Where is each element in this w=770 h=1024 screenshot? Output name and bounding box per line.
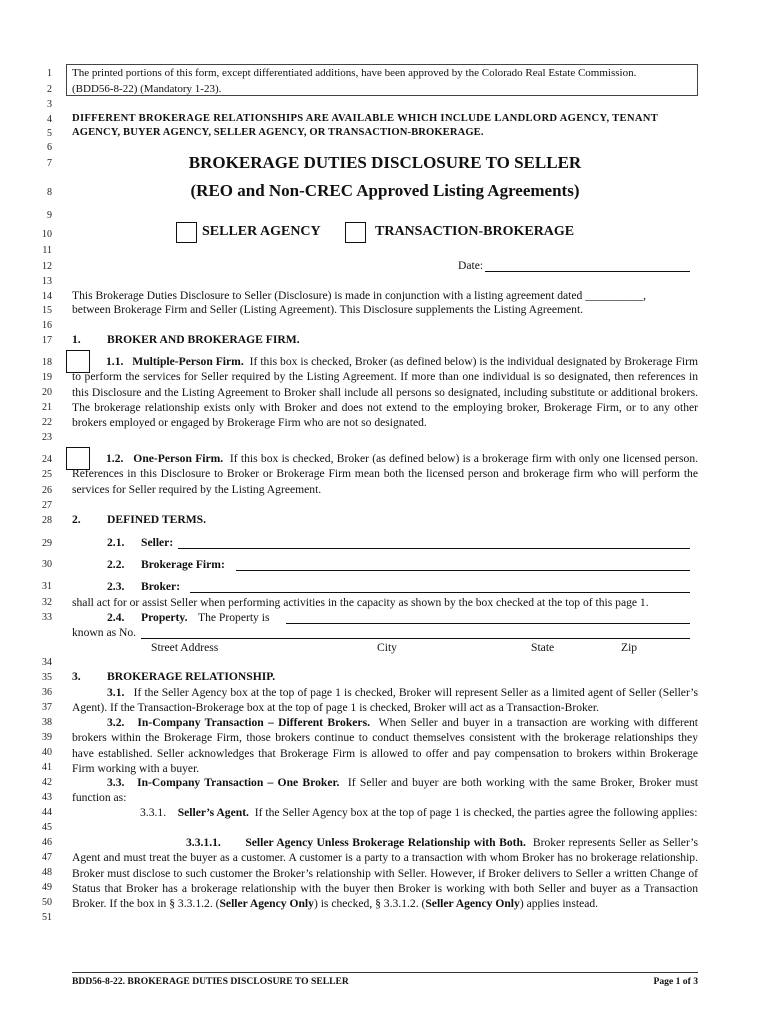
line-number: 4 (47, 114, 52, 125)
section-1-1-number: 1.1. (106, 355, 124, 368)
relationships-notice-line1: DIFFERENT BROKERAGE RELATIONSHIPS ARE AVAILABLE WHICH INCLUDE LANDLORD AGENCY, TENANT (72, 113, 659, 124)
section-3-1-text: If the Seller Agency box at the top of page 1 is checked, Broker will represent Seller as a limited agent of Seller (Seller’s Agent). If the Transaction-Brokerage box at the top of page 1 is checked, Broker will act as a Transaction-Broker. (72, 686, 698, 715)
section-2-number: 2. (72, 513, 81, 526)
section-3-1-paragraph (72, 685, 698, 716)
section-1-1-paragraph (72, 354, 698, 430)
intro-line2: between Brokerage Firm and Seller (Listing Agreement). This Disclosure supplements the Listing Agreement. (72, 303, 584, 316)
seller-agency-only-ref-1: Seller Agency Only (219, 897, 314, 911)
section-3-heading: BROKERAGE RELATIONSHIP. (107, 670, 276, 683)
document-subtitle: (REO and Non-CREC Approved Listing Agreements) (190, 181, 580, 200)
line-number: 32 (42, 597, 52, 608)
line-number: 40 (42, 747, 52, 758)
date-label: Date: (458, 259, 484, 272)
street-address-caption: Street Address (151, 641, 219, 654)
line-number: 15 (42, 305, 52, 316)
document-title: BROKERAGE DUTIES DISCLOSURE TO SELLER (188, 153, 582, 172)
section-3-3-1-1-text-b: ) is checked, § 3.3.1.2. ( (313, 897, 426, 911)
line-number: 12 (42, 261, 52, 272)
line-number: 21 (42, 402, 52, 413)
section-3-3-1-1-paragraph (72, 835, 698, 911)
broker-field[interactable] (190, 591, 690, 593)
section-1-heading: BROKER AND BROKERAGE FIRM. (107, 333, 300, 346)
approval-notice-box (66, 64, 698, 96)
line-number: 42 (42, 777, 52, 788)
section-1-1-text: If this box is checked, Broker (as defined below) is the individual designated by Brokerage Firm to perform the services for Seller required by the Listing Agreement. If more than one individual is so designated, then references in this Disclosure and the Listing Agreement to Broker shall include all persons so designated, including substitute or additional brokers. The brokerage relationship exists only with Broker and does not extend to the employing broker, Brokerage Firm, or to any other brokers employed or engaged by Brokerage Firm who are not so designated. (72, 355, 699, 430)
line-number: 9 (47, 210, 52, 221)
transaction-brokerage-checkbox[interactable] (345, 222, 366, 243)
line-number: 27 (42, 500, 52, 511)
line-number: 39 (42, 732, 52, 743)
brokerage-firm-field[interactable] (236, 569, 690, 571)
line-number: 49 (42, 882, 52, 893)
broker-label: Broker: (141, 580, 181, 593)
line-number: 13 (42, 276, 52, 287)
line-number: 45 (42, 822, 52, 833)
zip-caption: Zip (621, 641, 638, 654)
section-2-3-text: shall act for or assist Seller when performing activities in the capacity as shown by the box checked at the top of this page 1. (72, 596, 649, 609)
section-3-3-paragraph (72, 775, 698, 806)
date-field[interactable] (485, 270, 690, 272)
seller-agency-checkbox[interactable] (176, 222, 197, 243)
section-1-2-title: One-Person Firm. (133, 452, 224, 465)
section-3-3-1-title: Seller’s Agent. (177, 806, 249, 819)
line-number: 43 (42, 792, 52, 803)
line-number: 47 (42, 852, 52, 863)
line-number: 11 (42, 245, 52, 256)
section-2-2-number: 2.2. (107, 558, 125, 571)
section-3-3-1-1-text-c: ) applies instead. (519, 897, 599, 911)
line-number: 19 (42, 372, 52, 383)
line-number: 3 (47, 99, 52, 110)
line-number: 35 (42, 672, 52, 683)
seller-agency-label: SELLER AGENCY (202, 224, 321, 239)
section-3-3-title: In-Company Transaction – One Broker. (137, 776, 340, 789)
state-caption: State (531, 641, 555, 654)
line-number: 31 (42, 581, 52, 592)
section-3-number: 3. (72, 670, 81, 683)
line-number: 1 (47, 68, 52, 79)
line-number: 50 (42, 897, 52, 908)
property-label: Property. (141, 611, 188, 624)
line-number: 26 (42, 485, 52, 496)
line-number: 30 (42, 559, 52, 570)
line-number: 28 (42, 515, 52, 526)
approval-notice-line2: (BDD56-8-22) (Mandatory 1-23). (72, 82, 222, 95)
transaction-brokerage-label: TRANSACTION-BROKERAGE (375, 224, 575, 239)
footer-form-id: BDD56-8-22. BROKERAGE DUTIES DISCLOSURE TO SELLER (72, 976, 349, 987)
line-number: 34 (42, 657, 52, 668)
line-number: 44 (42, 807, 52, 818)
section-2-4-number: 2.4. (107, 611, 125, 624)
line-number: 38 (42, 717, 52, 728)
section-1-2-number: 1.2. (106, 452, 124, 465)
section-3-3-1-text: If the Seller Agency box at the top of page 1 is checked, the parties agree the following applies: (254, 806, 698, 819)
line-number: 23 (42, 432, 52, 443)
section-2-heading: DEFINED TERMS. (107, 513, 206, 526)
line-number: 24 (42, 454, 52, 465)
line-number: 10 (42, 229, 52, 240)
section-3-2-text: When Seller and buyer in a transaction are working with different brokers within the Brokerage Firm, those brokers continue to conduct themselves consistent with the brokerage relationships they have established. Seller acknowledges that Brokerage Firm is allowed to offer and pay compensation to brokers within Brokerage Firm working with a buyer. (72, 716, 698, 775)
section-1-2-paragraph (72, 451, 698, 497)
line-number: 48 (42, 867, 52, 878)
section-2-1-number: 2.1. (107, 536, 125, 549)
section-3-2-paragraph (72, 715, 698, 776)
brokerage-firm-label: Brokerage Firm: (141, 558, 225, 571)
line-number: 25 (42, 469, 52, 480)
section-3-2-number: 3.2. (107, 716, 125, 729)
approval-notice-line1: The printed portions of this form, except differentiated additions, have been approved by the Colorado Real Estate Commission. (72, 67, 637, 79)
section-3-3-1-number: 3.3.1. (140, 806, 167, 819)
property-field[interactable] (286, 622, 690, 624)
line-number: 6 (47, 142, 52, 153)
line-number: 7 (47, 158, 52, 169)
section-3-2-title: In-Company Transaction – Different Brokers. (137, 716, 370, 729)
section-3-1-number: 3.1. (107, 686, 125, 699)
line-number: 14 (42, 291, 52, 302)
line-number: 17 (42, 335, 52, 346)
section-3-3-number: 3.3. (107, 776, 125, 789)
seller-field[interactable] (178, 547, 690, 549)
line-number: 46 (42, 837, 52, 848)
line-number: 51 (42, 912, 52, 923)
line-number: 18 (42, 357, 52, 368)
known-as-label: known as No. (72, 626, 137, 639)
line-number: 20 (42, 387, 52, 398)
line-number: 22 (42, 417, 52, 428)
seller-label: Seller: (141, 536, 174, 549)
relationships-notice-line2: AGENCY, BUYER AGENCY, SELLER AGENCY, OR TRANSACTION-BROKERAGE. (72, 127, 484, 138)
seller-agency-only-ref-2: Seller Agency Only (425, 897, 520, 911)
property-text: The Property is (198, 611, 270, 624)
section-3-3-text: If Seller and buyer are both working with the same Broker, Broker must function as: (72, 776, 698, 805)
line-number: 41 (42, 762, 52, 773)
section-3-3-1-paragraph (72, 805, 698, 820)
footer-page-number: Page 1 of 3 (653, 976, 698, 987)
intro-line1: This Brokerage Duties Disclosure to Seller (Disclosure) is made in conjunction with a listing agreement dated __________, (72, 289, 647, 302)
address-field[interactable] (141, 637, 690, 639)
line-number: 5 (47, 128, 52, 139)
section-3-3-1-1-text-a: Broker represents Seller as Seller’s Agent and must treat the buyer as a customer. A customer is a party to a transaction with whom Broker has no brokerage relationship. Broker must disclose to such customer the Broker’s relationship with Seller. However, if Broker delivers to Seller a written Change of Status that Broker has a brokerage relationship with the buyer then Broker is working with both Seller and buyer as a Transaction Broker. If the box in § 3.3.1.2. ( (72, 836, 698, 911)
section-2-3-number: 2.3. (107, 580, 125, 593)
line-number: 37 (42, 702, 52, 713)
line-number: 33 (42, 612, 52, 623)
section-1-2-text: If this box is checked, Broker (as defined below) is a brokerage firm with only one licensed person. References in this Disclosure to Broker or Brokerage Firm mean both the licensed person and brokerage firm who will perform the services for Seller required by the Listing Agreement. (72, 452, 699, 496)
line-number: 29 (42, 538, 52, 549)
line-number: 16 (42, 320, 52, 331)
page-footer (72, 972, 698, 987)
section-3-3-1-1-title: Seller Agency Unless Brokerage Relationship with Both. (245, 836, 526, 849)
line-number: 2 (47, 84, 52, 95)
line-number: 8 (47, 187, 52, 198)
section-1-number: 1. (72, 333, 81, 346)
section-3-3-1-1-number: 3.3.1.1. (186, 836, 221, 849)
city-caption: City (377, 641, 397, 654)
line-number: 36 (42, 687, 52, 698)
section-1-1-title: Multiple-Person Firm. (132, 355, 244, 368)
